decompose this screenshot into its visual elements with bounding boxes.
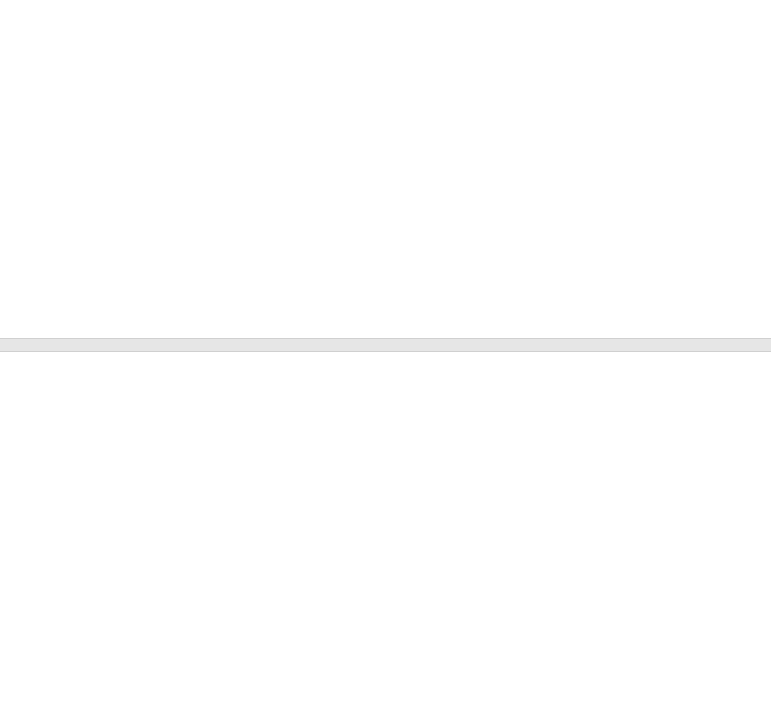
frozen-divider (0, 338, 771, 352)
